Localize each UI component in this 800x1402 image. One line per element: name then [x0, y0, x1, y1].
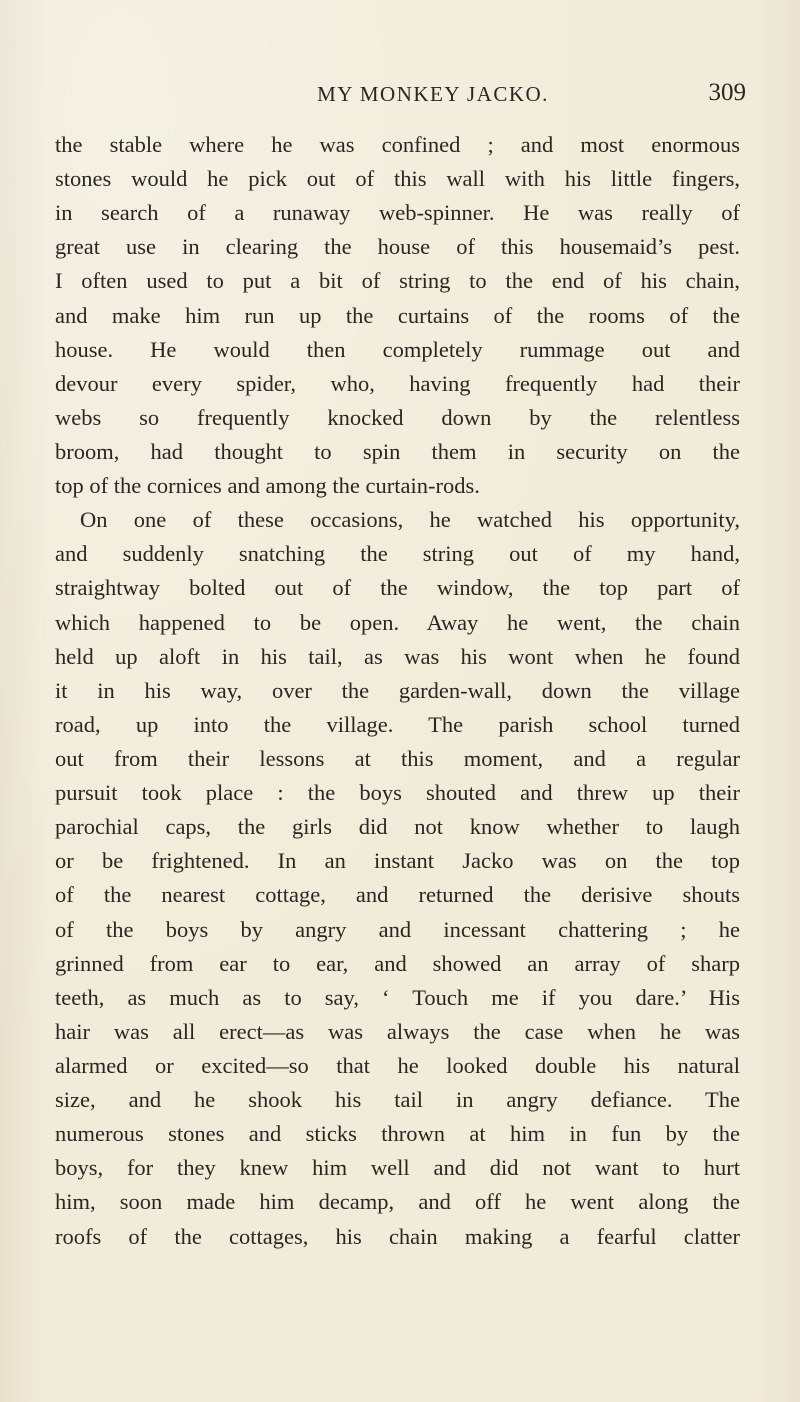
text-line: him, soon made him decamp, and off he went along the: [55, 1189, 740, 1215]
text-line: held up aloft in his tail, as was his wont when he found: [55, 643, 740, 669]
text-line: which happened to be open. Away he went, the chain: [55, 609, 740, 635]
text-line: the stable where he was confined ; and most enormous: [55, 132, 740, 157]
text-line: it in his way, over the garden-wall, down the village: [55, 677, 740, 703]
running-head: MY MONKEY JACKO.: [317, 82, 549, 106]
text-line: in search of a runaway web-spinner. He was really of: [55, 200, 740, 226]
text-line: of the nearest cottage, and returned the derisive shouts: [55, 882, 740, 908]
text-line: devour every spider, who, having frequently had their: [55, 370, 740, 396]
text-line: grinned from ear to ear, and showed an array of sharp: [55, 950, 740, 976]
text-line: great use in clearing the house of this housemaid’s pest.: [55, 234, 740, 260]
page-header: [218, 72, 746, 112]
text-line: and make him run up the curtains of the rooms of the: [55, 302, 740, 328]
text-line: pursuit took place : the boys shouted and threw up their: [55, 780, 740, 806]
text-line: numerous stones and sticks thrown at him in fun by the: [55, 1121, 740, 1147]
text-line: alarmed or excited—so that he looked double his natural: [55, 1052, 740, 1078]
text-line: roofs of the cottages, his chain making a fearful clatter: [55, 1223, 740, 1249]
text-line: size, and he shook his tail in angry defiance. The: [55, 1087, 740, 1113]
text-line: teeth, as much as to say, ‘ Touch me if you dare.’ His: [55, 984, 740, 1010]
text-line: and suddenly snatching the string out of my hand,: [55, 541, 740, 567]
text-line: stones would he pick out of this wall with his little fingers,: [55, 166, 740, 192]
page-number: 309: [708, 79, 746, 106]
text-line: webs so frequently knocked down by the relentless: [55, 404, 740, 430]
text-line: hair was all erect—as was always the case when he was: [55, 1018, 740, 1044]
paragraph-end-line: top of the cornices and among the curtain-rods.: [55, 473, 480, 499]
text-line: parochial caps, the girls did not know whether to laugh: [55, 814, 740, 840]
body-text: [55, 128, 740, 1254]
text-line: broom, had thought to spin them in security on the: [55, 438, 740, 464]
text-line: I often used to put a bit of string to the end of his chain,: [55, 268, 740, 294]
text-line: of the boys by angry and incessant chattering ; he: [55, 916, 740, 942]
text-line: house. He would then completely rummage out and: [55, 336, 740, 362]
text-line: boys, for they knew him well and did not want to hurt: [55, 1155, 740, 1181]
text-line: road, up into the village. The parish school turned: [55, 711, 740, 737]
text-line: out from their lessons at this moment, and a regular: [55, 745, 740, 771]
text-line: or be frightened. In an instant Jacko was on the top: [55, 848, 740, 874]
text-line: straightway bolted out of the window, the top part of: [55, 575, 740, 601]
paragraph-start-line: On one of these occasions, he watched his opportunity,: [80, 507, 740, 533]
